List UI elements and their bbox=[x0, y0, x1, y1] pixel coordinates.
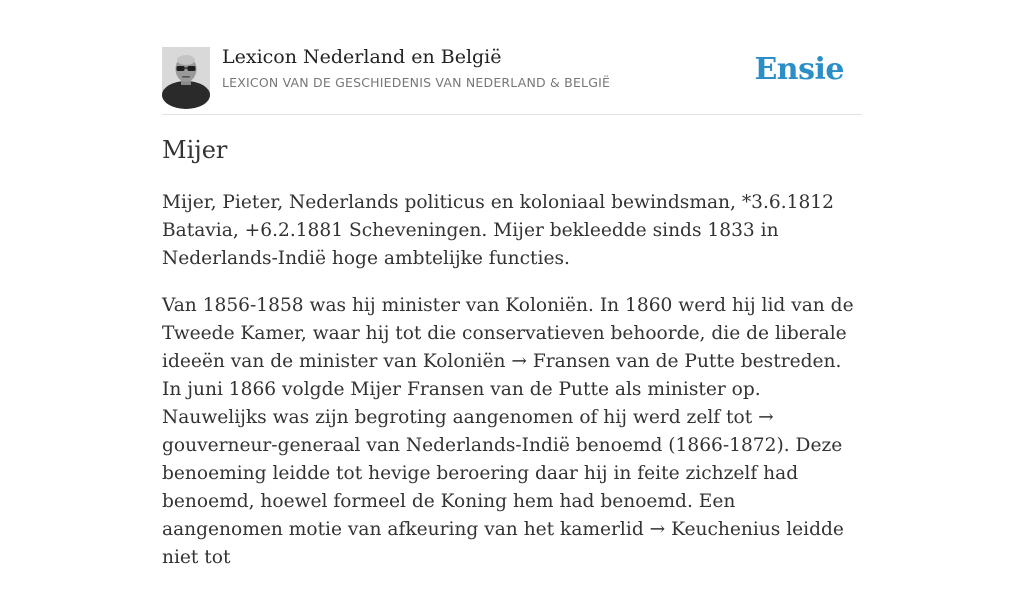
article-paragraph: Van 1856-1858 was hij minister van Koloniën. In 1860 werd hij lid van de Tweede Kamer, waar hij tot die conservatieven behoorde, die de liberale ideeën van de minister van Koloniën → Fransen van de Putte bestreden. In juni 1866 volgde Mijer Fransen van de Putte als minister op. Nauwelijks was zijn begroting aangenomen of hij werd zelf tot → gouverneur-generaal van Nederlands-Indië benoemd (1866-1872). Deze benoeming leidde tot hevige beroering daar hij in feite zichzelf had benoemd, hoewel formeel de Koning hem had benoemd. Een aangenomen motie van afkeuring van het kamerlid → Keuchenius leidde niet tot bbox=[162, 295, 854, 568]
avatar-portrait-icon bbox=[162, 47, 210, 95]
source-header bbox=[162, 44, 862, 115]
source-subtitle: LEXICON VAN DE GESCHIEDENIS VAN NEDERLAND & BELGIË bbox=[222, 75, 611, 90]
article-paragraph: Mijer, Pieter, Nederlands politicus en koloniaal bewindsman, *3.6.1812 Batavia, +6.2.1881 Scheveningen. Mijer bekleedde sinds 1833 in Nederlands-Indië hoge ambtelijke functies. bbox=[162, 192, 834, 269]
article-title: Mijer bbox=[162, 136, 228, 164]
source-name[interactable]: Lexicon Nederland en België bbox=[222, 46, 502, 68]
ensie-logo[interactable]: Ensie bbox=[754, 52, 844, 87]
article-body bbox=[162, 189, 862, 591]
author-avatar[interactable] bbox=[162, 47, 210, 95]
